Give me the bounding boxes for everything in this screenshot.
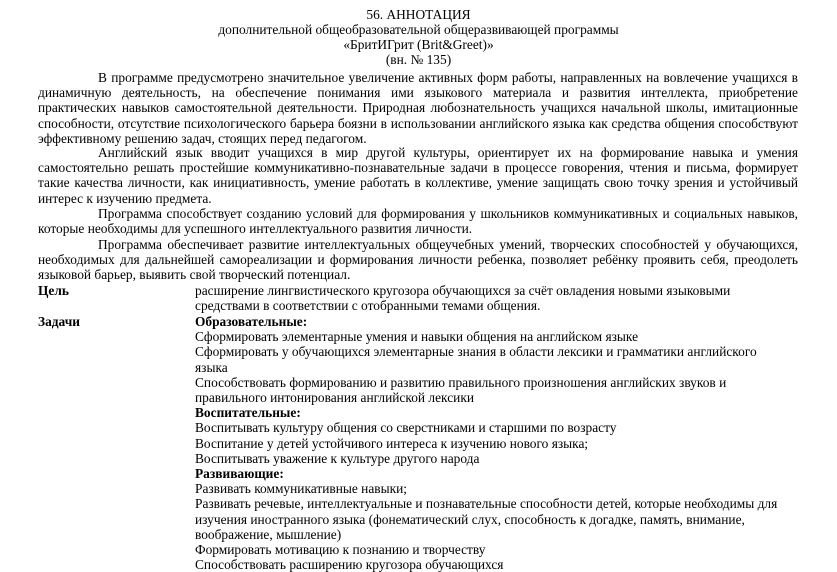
tasks-content	[195, 314, 785, 572]
program-name: «БритИГрит (Brit&Greet)»	[343, 37, 494, 52]
goal-label: Цель	[38, 283, 69, 298]
developing-heading: Развивающие:	[195, 466, 284, 482]
paragraph-4: Программа обеспечивает развитие интеллектуальных общеучебных умений, творческих способностей у обучающихся, необходимых для дальнейшей самореализации и формирования личности ребенка, позволяет ребёнку проявить себя, преодолеть языковой барьер, выявить свой творческий потенциал.	[38, 237, 798, 283]
upbringing-heading: Воспитательные:	[195, 405, 301, 421]
program-type: дополнительной общеобразовательной общеразвивающей программы	[218, 22, 619, 37]
paragraph-3: Программа способствует созданию условий для формирования у школьников коммуникативных и социальных навыков, которые необходимы для успешного интеллектуального развития личности.	[38, 206, 798, 237]
tasks-label: Задачи	[38, 314, 80, 329]
goal-text: расширение лингвистического кругозора обучающихся за счёт овладения новыми языковыми средствами в соответствии с отобранными темами общения.	[195, 283, 731, 314]
document-header	[0, 0, 837, 67]
educational-heading: Образовательные:	[195, 314, 308, 329]
developing-item: Способствовать расширению кругозора обучающихся	[195, 557, 504, 572]
program-number: (вн. № 135)	[385, 52, 452, 67]
developing-item: Развивать речевые, интеллектуальные и познавательные способности детей, которые необходимы для изучения иностранного языка (фонематический слух, способность к догадке, память, внимание, воображение, мышление)	[195, 496, 778, 542]
paragraph-1: В программе предусмотрено значительное увеличение активных форм работы, направленных на вовлечение учащихся в динамичную деятельность, на обеспечение понимания ими языкового материала и развития интеллекта, приобретение практических навыков самостоятельной деятельности. Природная любознательность учащихся начальной школы, имитационные способности, отсутствие психологического барьера боязни в использовании английского языка как средства общения способствуют эффективному решению задач, стоящих перед педагогом.	[38, 70, 798, 146]
upbringing-item: Воспитывать уважение к культуре другого народа	[195, 450, 480, 466]
developing-item: Формировать мотивацию к познанию и творчеству	[195, 542, 486, 558]
educational-item: Сформировать у обучающихся элементарные знания в области лексики и грамматики английского языка	[195, 344, 757, 375]
upbringing-item: Воспитывать культуру общения со сверстниками и старшими по возрасту	[195, 420, 617, 436]
paragraph-2: Английский язык вводит учащихся в мир другой культуры, ориентирует их на формирование навыка и умения самостоятельно решать простейшие коммуникативно-познавательные задачи в процессе говорения, чтения и письма, формирует такие качества личности, как инициативность, умение работать в коллективе, умение защищать свою точку зрения и устойчивый интерес к изучению предмета.	[38, 145, 798, 206]
annotation-title: 56. АННОТАЦИЯ	[366, 7, 471, 22]
upbringing-item: Воспитание у детей устойчивого интереса к изучению нового языка;	[195, 435, 589, 451]
educational-item: Сформировать элементарные умения и навыки общения на английском языке	[195, 329, 639, 345]
educational-item: Способствовать формированию и развитию правильного произношения английских звуков и правильного интонирования английской лексики	[195, 374, 727, 406]
developing-item: Развивать коммуникативные навыки;	[195, 481, 407, 497]
